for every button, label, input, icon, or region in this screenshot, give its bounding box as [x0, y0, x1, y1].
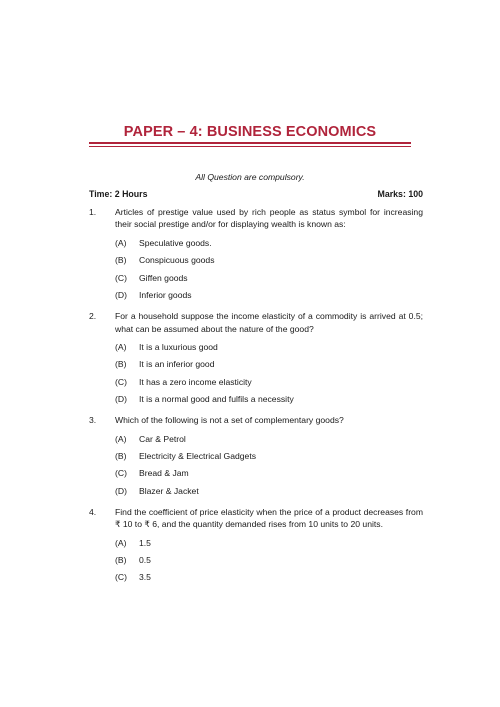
option-text: 1.5: [139, 537, 151, 548]
question-text: For a household suppose the income elasticity of a commodity is arrived at 0.5; what can be assumed about the nature of the good?: [115, 311, 423, 334]
title-underline: [89, 142, 411, 144]
option-text: Conspicuous goods: [139, 255, 215, 266]
title-underline-thin: [89, 146, 411, 147]
instruction-text: All Question are compulsory.: [195, 172, 305, 182]
option-label: (C): [115, 272, 127, 283]
answer-option: [115, 341, 423, 358]
option-label: (A): [115, 537, 127, 548]
option-text: Speculative goods.: [139, 237, 212, 248]
answer-option: [115, 393, 423, 410]
answer-option: [115, 376, 423, 393]
paper-title: PAPER – 4: BUSINESS ECONOMICS: [123, 124, 377, 140]
option-label: (D): [115, 289, 127, 300]
answer-option: [115, 467, 423, 484]
option-label: (B): [115, 450, 127, 461]
question-item: [89, 206, 423, 306]
option-text: It is a luxurious good: [139, 342, 218, 352]
answer-option: [115, 237, 423, 254]
option-label: (C): [115, 376, 127, 387]
option-text: Giffen goods: [139, 272, 188, 283]
option-text: It is a normal good and fulfils a necessity: [139, 393, 294, 404]
option-label: (B): [115, 359, 127, 370]
option-text: 0.5: [139, 555, 151, 566]
option-label: (B): [115, 255, 127, 266]
answer-option: [115, 537, 423, 554]
question-item: [89, 414, 423, 502]
answer-option: [115, 272, 423, 289]
answer-option: [115, 485, 423, 502]
option-text: Inferior goods: [139, 289, 192, 300]
answer-option: [115, 450, 423, 467]
answer-option: [115, 554, 423, 571]
option-text: Electricity & Electrical Gadgets: [139, 450, 257, 461]
answer-option: [115, 289, 423, 306]
time-label: Time: 2 Hours: [89, 189, 148, 199]
option-label: (C): [115, 572, 127, 583]
answer-option: [115, 254, 423, 271]
option-text: Car & Petrol: [139, 433, 186, 444]
answer-option: [115, 358, 423, 375]
question-text: Find the coefficient of price elasticity when the price of a product decreases from ₹ 10 to ₹ 6, and the quantity demanded rises from 10 units to 20 units.: [115, 506, 423, 530]
option-label: (A): [115, 433, 127, 444]
option-text: Blazer & Jacket: [139, 485, 199, 496]
question-text: Which of the following is not a set of complementary goods?: [115, 415, 344, 426]
answer-option: [115, 571, 423, 588]
option-label: (A): [115, 237, 127, 248]
exam-meta: [89, 188, 423, 201]
question-item: [89, 310, 423, 410]
question-text: Articles of prestige value used by rich people as status symbol for increasing their social prestige and/or for displaying wealth is known as:: [115, 207, 423, 230]
option-label: (B): [115, 555, 127, 566]
option-text: It is an inferior good: [139, 359, 215, 370]
option-text: It has a zero income elasticity: [139, 376, 252, 387]
option-text: 3.5: [139, 572, 151, 583]
option-label: (D): [115, 485, 127, 496]
question-number: 1.: [89, 207, 97, 217]
option-text: Bread & Jam: [139, 468, 189, 479]
question-number: 4.: [89, 506, 97, 517]
option-label: (C): [115, 468, 127, 479]
option-label: (A): [115, 342, 127, 352]
marks-label: Marks: 100: [377, 189, 423, 199]
question-number: 2.: [89, 311, 97, 322]
question-list: [89, 206, 423, 593]
answer-option: [115, 433, 423, 450]
question-number: 3.: [89, 415, 97, 426]
option-label: (D): [115, 393, 127, 404]
question-item: [89, 506, 423, 589]
